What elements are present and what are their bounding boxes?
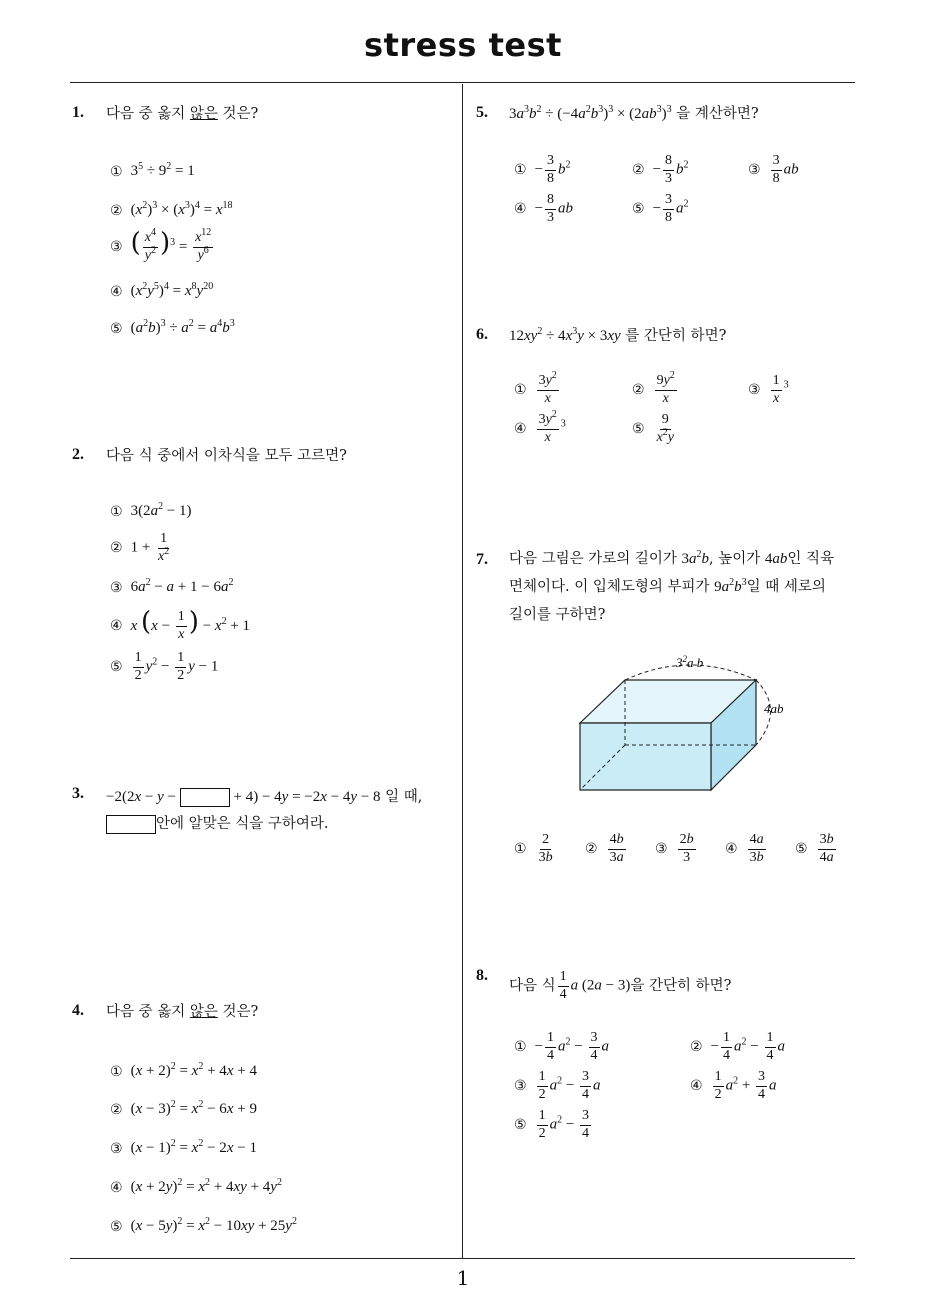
option-4[interactable] — [514, 409, 566, 445]
option-math: $\frac{3}{8}$ ab — [772, 153, 799, 186]
option-2[interactable] — [632, 154, 689, 186]
question-stem-line3: 길이를 구하면? — [509, 607, 606, 623]
option-marker: ② — [632, 382, 645, 399]
option-marker: ③ — [110, 579, 123, 596]
option-4[interactable] — [725, 833, 768, 865]
label-width: $3^2a$ b — [676, 654, 704, 670]
option-math: − $\frac{3}{8}$ $a^2$ — [652, 192, 689, 225]
top-rule — [70, 82, 855, 83]
option-math: $(x + 2y)^2 = x^2 + 4xy + 4y^2$ — [130, 1177, 282, 1195]
option-marker: ④ — [110, 617, 123, 634]
option-marker: ③ — [110, 238, 123, 255]
option-5[interactable] — [110, 1218, 297, 1235]
option-math: $\frac{9}{x^2y}$ — [656, 412, 674, 445]
option-4[interactable] — [110, 1179, 282, 1196]
option-marker: ② — [110, 540, 123, 557]
option-marker: ④ — [690, 1078, 703, 1095]
option-3[interactable] — [110, 1140, 257, 1157]
option-2[interactable] — [585, 833, 628, 865]
option-math: $\frac{1}{2}$ $a^2$ − $\frac{3}{4}$ — [538, 1108, 590, 1141]
option-marker: ② — [690, 1039, 703, 1056]
option-marker: ⑤ — [795, 841, 808, 858]
option-math: $3^5 \div 9^2 = 1$ — [130, 161, 195, 179]
option-math: $\frac{2}{3b}$ — [538, 832, 553, 865]
option-2[interactable] — [632, 370, 679, 406]
option-4[interactable] — [110, 609, 250, 643]
question-stem: 다음 식 중에서 이차식을 모두 고르면? — [106, 448, 347, 464]
option-marker: ④ — [110, 283, 123, 300]
option-2[interactable] — [110, 532, 173, 564]
option-math: x (x − $\frac{1}{x}$ ) − $x^2 + 1$ — [130, 607, 251, 643]
option-math: − $\frac{1}{4}$ $a^2$ − $\frac{1}{4}$ a — [710, 1030, 785, 1063]
option-3[interactable] — [748, 154, 799, 186]
option-4[interactable] — [110, 283, 213, 300]
page-number: 1 — [456, 1266, 470, 1290]
question-stem: $3a^3b^2 \div (-4a^2b^3)^3 \times (2ab^3)^3$ 을 계산하면? — [509, 104, 759, 122]
option-marker: ⑤ — [110, 659, 123, 676]
option-marker: ④ — [725, 841, 738, 858]
question-number: 4. — [72, 1002, 84, 1019]
option-math: − $\frac{3}{8}$ $b^2$ — [534, 153, 571, 186]
blank-box[interactable] — [106, 815, 156, 834]
option-marker: ② — [110, 202, 123, 219]
option-marker: ① — [110, 503, 123, 520]
option-5[interactable] — [632, 413, 678, 445]
option-marker: ① — [110, 1063, 123, 1080]
option-3[interactable] — [514, 1070, 601, 1102]
option-math: $\frac{1}{2}$ $a^2$ + $\frac{3}{4}$ a — [714, 1069, 777, 1102]
option-math: − $\frac{1}{4}$ $a^2$ − $\frac{3}{4}$ a — [534, 1030, 609, 1063]
option-marker: ⑤ — [110, 320, 123, 337]
option-3[interactable] — [110, 227, 215, 264]
question-stem-line1: −2(2x − y − + 4) − 4y = −2x − 4y − 8 일 때, — [106, 783, 422, 811]
option-math: $\frac{1}{2}$ $a^2$ − $\frac{3}{4}$ a — [538, 1069, 601, 1102]
option-math: $\frac{3y^2}{x}$ $^3$ — [538, 409, 566, 445]
option-1[interactable] — [514, 1031, 609, 1063]
option-math: $\frac{3y^2}{x}$ — [538, 370, 557, 406]
question-number: 2. — [72, 446, 84, 463]
option-marker: ⑤ — [632, 421, 645, 438]
option-math: $\frac{2b}{3}$ — [679, 832, 694, 865]
option-math: $(x - 1)^2 = x^2 - 2x - 1$ — [130, 1138, 257, 1156]
option-math: $(x - 3)^2 = x^2 - 6x + 9$ — [130, 1099, 257, 1117]
question-number: 8. — [476, 967, 488, 984]
option-2[interactable] — [110, 202, 233, 219]
option-marker: ③ — [110, 1140, 123, 1157]
option-math: $3(2a^2 - 1)$ — [130, 501, 192, 519]
option-marker: ④ — [514, 421, 527, 438]
question-stem-line2: 안에 알맞은 식을 구하여라. — [106, 810, 329, 838]
option-4[interactable] — [690, 1070, 777, 1102]
question-number: 6. — [476, 326, 488, 343]
option-1[interactable] — [514, 370, 561, 406]
question-stem-line1: 다음 그림은 가로의 길이가 $3a^2b$, 높이가 4ab인 직육 — [509, 549, 835, 567]
option-math: $(x^2y^5)^4 = x^8y^{20}$ — [130, 281, 214, 299]
option-math: $(x + 2)^2 = x^2 + 4x + 4$ — [130, 1061, 257, 1079]
option-4[interactable] — [514, 193, 573, 225]
option-marker: ③ — [748, 382, 761, 399]
option-1[interactable] — [110, 1063, 257, 1080]
question-number: 1. — [72, 104, 84, 121]
option-math: $(x^2)^3 \times (x^3)^4 = x^{18}$ — [130, 200, 233, 218]
option-2[interactable] — [110, 1101, 257, 1118]
question-stem: $12xy^2 \div 4x^3y \times 3xy$ 를 간단히 하면? — [509, 326, 727, 344]
option-marker: ② — [632, 162, 645, 179]
option-marker: ③ — [748, 162, 761, 179]
option-marker: ① — [514, 382, 527, 399]
option-1[interactable] — [110, 163, 195, 180]
option-math: $\frac{4b}{3a}$ — [609, 832, 624, 865]
option-5[interactable] — [514, 1109, 593, 1141]
question-stem-line2: 면체이다. 이 입체도형의 부피가 $9a^2b^3$일 때 세로의 — [509, 577, 826, 595]
option-marker: ⑤ — [110, 1218, 123, 1235]
page-title: stress test — [364, 26, 562, 64]
blank-box[interactable] — [180, 788, 230, 807]
cuboid-figure — [570, 645, 800, 805]
cuboid-front-face — [580, 723, 711, 790]
option-marker: ① — [514, 162, 527, 179]
option-math: 1 + $\frac{1}{x^2}$ — [130, 531, 170, 564]
option-marker: ③ — [514, 1078, 527, 1095]
option-math: − $\frac{8}{3}$ $b^2$ — [652, 153, 689, 186]
option-marker: ⑤ — [514, 1117, 527, 1134]
option-marker: ⑤ — [632, 201, 645, 218]
option-5[interactable] — [110, 651, 218, 683]
option-marker: ① — [514, 841, 527, 858]
option-math: − $\frac{8}{3}$ ab — [534, 192, 574, 225]
option-5[interactable] — [110, 320, 235, 337]
option-math: $(a^2b)^3 \div a^2 = a^4b^3$ — [130, 318, 235, 336]
question-stem: 다음 식 $\frac{1}{4}$ a (2a − 3) 을 간단히 하면? — [509, 969, 732, 1002]
option-3[interactable] — [110, 579, 233, 596]
option-marker: ④ — [110, 1179, 123, 1196]
option-1[interactable] — [514, 833, 557, 865]
option-math: ( $\frac{x^4}{y^2}$ )$^3$ = $\frac{x^{12}}{y^6}$ — [130, 227, 212, 264]
option-math: $6a^2 - a + 1 - 6a^2$ — [130, 577, 234, 595]
bottom-rule — [70, 1258, 855, 1259]
question-number: 7. — [476, 551, 488, 568]
option-marker: ① — [110, 163, 123, 180]
option-marker: ③ — [655, 841, 668, 858]
option-3[interactable] — [748, 374, 789, 406]
option-marker: ② — [585, 841, 598, 858]
option-math: $\frac{9y^2}{x}$ — [656, 370, 675, 406]
option-math: $\frac{3b}{4a}$ — [819, 832, 834, 865]
option-math: $\frac{4a}{3b}$ — [749, 832, 764, 865]
option-2[interactable] — [690, 1031, 785, 1063]
option-1[interactable] — [514, 154, 571, 186]
option-math: $(x - 5y)^2 = x^2 - 10xy + 25y^2$ — [130, 1216, 297, 1234]
option-math: $\frac{1}{x}$ $^3$ — [772, 373, 789, 406]
column-divider — [462, 84, 463, 1258]
option-marker: ② — [110, 1101, 123, 1118]
option-5[interactable] — [632, 193, 689, 225]
option-marker: ④ — [514, 201, 527, 218]
question-number: 5. — [476, 104, 488, 121]
question-stem: 다음 중 옳지 않은 것은? — [106, 1004, 259, 1020]
option-5[interactable] — [795, 833, 838, 865]
option-math: $\frac{1}{2}$ $y^2$ − $\frac{1}{2}$ y − 1 — [134, 650, 219, 683]
option-1[interactable] — [110, 503, 192, 520]
option-marker: ① — [514, 1039, 527, 1056]
question-number: 3. — [72, 785, 84, 802]
label-height: 4ab — [764, 701, 784, 716]
option-3[interactable] — [655, 833, 698, 865]
question-stem: 다음 중 옳지 않은 것은? — [106, 106, 259, 122]
